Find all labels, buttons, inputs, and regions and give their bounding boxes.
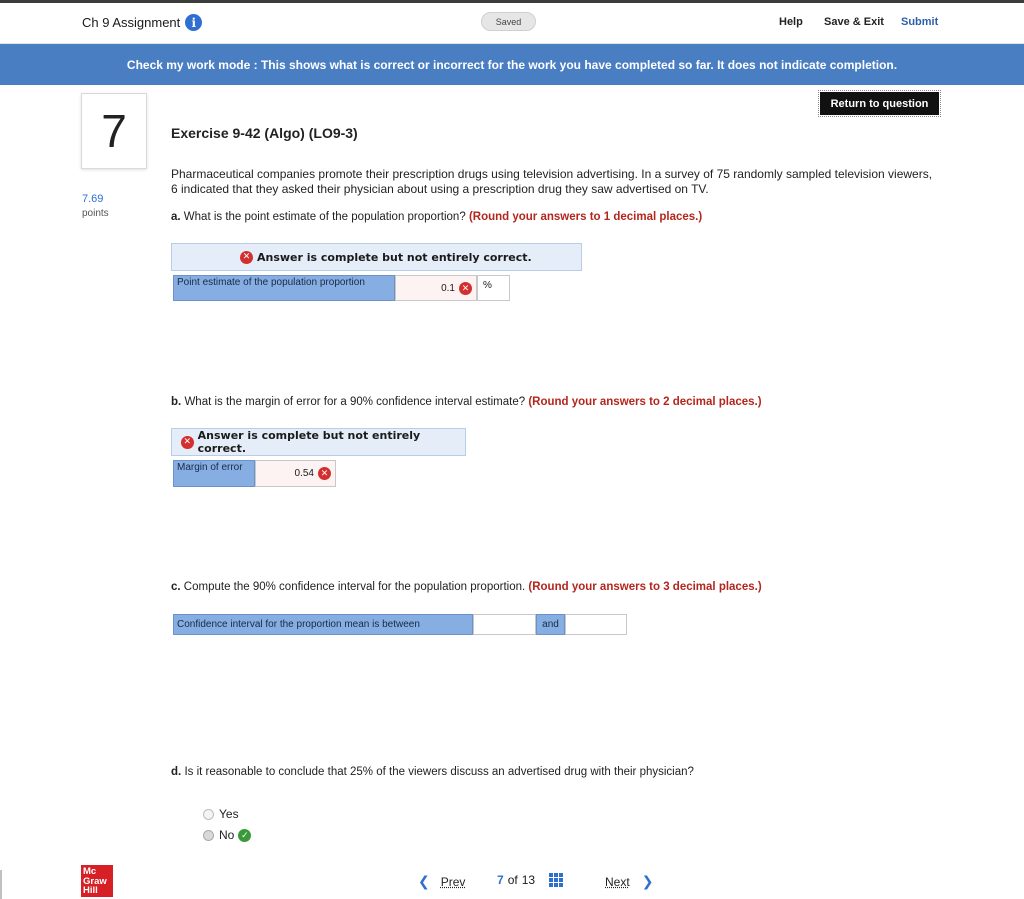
assignment-title-text: Ch 9 Assignment [82,15,181,30]
part-d-text: Is it reasonable to conclude that 25% of the viewers discuss an advertised drug with their physician? [184,766,694,778]
error-icon: ✕ [318,467,331,480]
point-estimate-label: Point estimate of the population proportion [173,275,395,301]
chevron-right-icon: ❯ [641,873,654,889]
part-c-question [171,581,762,593]
option-yes-label: Yes [219,807,239,821]
confidence-interval-label: Confidence interval for the proportion mean is between [173,614,473,635]
question-counter[interactable] [497,873,563,887]
current-question: 7 [497,873,504,887]
error-icon: ✕ [181,436,194,449]
logo-line-3: Hill [83,885,98,896]
radio-no[interactable] [203,830,214,841]
and-label: and [536,614,565,635]
total-questions: 13 [521,873,536,887]
option-yes[interactable] [203,807,239,821]
of-label: of [507,873,518,887]
question-grid-icon[interactable] [549,873,563,887]
error-icon: ✕ [459,282,472,295]
save-exit-link[interactable]: Save & Exit [824,16,884,28]
part-b-round-hint: (Round your answers to 2 decimal places.) [528,396,762,408]
prev-label: Prev [440,874,466,889]
logo-line-2: Graw [83,875,107,887]
part-a-text: What is the point estimate of the population proportion? [183,211,466,223]
return-to-question-button[interactable]: Return to question [819,91,940,116]
logo-line-1: Mc [83,866,97,877]
part-c-prefix: c. [171,581,181,593]
next-label: Next [605,874,630,889]
margin-of-error-label: Margin of error [173,460,255,487]
prev-button[interactable] [418,873,465,890]
margin-of-error-value: 0.54 [294,468,314,479]
saved-badge: Saved [481,12,536,31]
part-c-text: Compute the 90% confidence interval for the population proportion. [183,581,526,593]
part-b-status [171,428,466,456]
part-d-prefix: d. [171,766,182,778]
error-icon: ✕ [240,251,253,264]
points-label: points [82,208,109,219]
problem-statement: Pharmaceutical companies promote their prescription drugs using television advertising. In a survey of 75 randomly sampled television viewers, 6 indicated that they asked their physician about using a prescription drug they saw advertised on TV. [171,167,933,196]
chevron-left-icon: ❮ [418,873,430,889]
points-value: 7.69 [82,193,104,205]
part-a-question [171,211,702,223]
part-b-prefix: b. [171,396,182,408]
assignment-title [82,14,202,31]
part-a-status-text: Answer is complete but not entirely correct. [257,250,532,264]
check-icon: ✓ [238,829,251,842]
part-d-question [171,766,694,778]
check-my-work-banner: Check my work mode : This shows what is correct or incorrect for the work you have completed so far. It does not indicate completion. [0,44,1024,85]
exercise-title: Exercise 9-42 (Algo) (LO9-3) [171,125,358,141]
part-b-question [171,396,762,408]
radio-yes[interactable] [203,809,214,820]
info-icon[interactable]: i [185,14,202,31]
submit-link[interactable]: Submit [901,16,939,28]
part-c-round-hint: (Round your answers to 3 decimal places.) [528,581,762,593]
mcgraw-hill-logo [81,865,113,897]
help-link[interactable]: Help [779,16,803,28]
part-a-round-hint: (Round your answers to 1 decimal places.) [468,211,703,223]
part-b-text: What is the margin of error for a 90% confidence interval estimate? [184,396,526,408]
point-estimate-value: 0.1 [441,282,455,294]
option-no[interactable] [203,828,251,842]
ci-upper-input[interactable] [565,614,627,635]
ci-lower-input[interactable] [473,614,536,635]
percent-unit: % [477,275,510,301]
question-number: 7 [81,93,147,169]
part-a-prefix: a. [171,211,181,223]
margin-of-error-input[interactable] [255,460,336,487]
left-edge-bar [0,870,2,899]
point-estimate-input[interactable] [395,275,477,301]
part-a-status [171,243,582,271]
option-no-label: No [219,828,235,842]
next-button[interactable] [605,873,653,890]
part-b-status-text: Answer is complete but not entirely correct. [197,429,421,455]
app-header [0,3,1024,44]
